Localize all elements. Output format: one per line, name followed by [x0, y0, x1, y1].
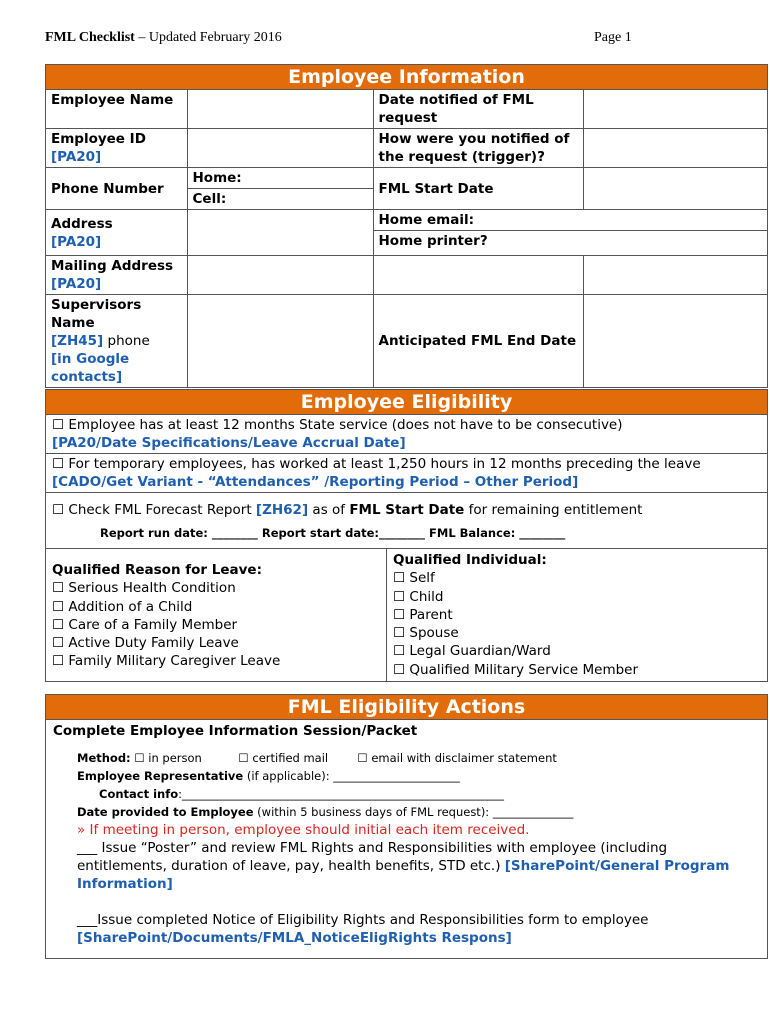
fml-eligibility-actions-section — [45, 694, 768, 959]
forecast-row — [46, 493, 767, 549]
date-notified-field[interactable] — [583, 90, 767, 129]
employee-information-heading: Employee Information — [46, 65, 767, 90]
mailing-address-text: Mailing Address — [51, 258, 174, 274]
mailing-blank-1 — [373, 256, 583, 295]
forecast-post: for remaining entitlement — [464, 502, 643, 518]
phone-number-label: Phone Number — [46, 168, 187, 210]
home-printer-field[interactable]: Home printer? — [374, 230, 768, 251]
individual-military[interactable]: ☐ Qualified Military Service Member — [393, 661, 639, 678]
updated-date: – Updated February 2016 — [134, 30, 282, 45]
reason-care-family[interactable]: ☐ Care of a Family Member — [52, 616, 238, 633]
employee-information-table — [46, 90, 767, 387]
forecast-mid: as of — [308, 502, 350, 518]
reason-active-duty[interactable]: ☐ Active Duty Family Leave — [52, 635, 239, 652]
supervisors-phone-text: phone — [103, 333, 150, 349]
reason-military-caregiver[interactable]: ☐ Family Military Caregiver Leave — [52, 653, 281, 670]
supervisors-code: [ZH45] — [51, 333, 104, 349]
report-line[interactable]: Report run date: ________ Report start date:________ FML Balance: ________ — [100, 526, 566, 540]
anticipated-end-label: Anticipated FML End Date — [373, 295, 583, 388]
supervisors-name-text: Supervisors Name — [51, 297, 142, 331]
temp-hours-path: [CADO/Get Variant - “Attendances” /Reporting Period – Other Period] — [52, 474, 579, 490]
temp-hours-row — [46, 454, 767, 493]
individual-self[interactable]: ☐ Self — [393, 570, 435, 587]
method-line — [77, 749, 760, 767]
forecast-start-date: FML Start Date — [349, 502, 465, 518]
state-service-checkbox[interactable]: ☐ Employee has at least 12 months State service (does not have to be consecutive) — [52, 417, 623, 433]
qualifications-row — [46, 549, 767, 681]
state-service-path: [PA20/Date Specifications/Leave Accrual Date] — [52, 435, 406, 451]
employee-name-label: Employee Name — [46, 90, 187, 129]
date-provided-field[interactable]: (within 5 business days of FML request): ______________ — [253, 805, 574, 819]
address-code: [PA20] — [51, 233, 102, 250]
contact-field[interactable]: :________________________________________________________ — [178, 787, 505, 801]
qualified-reason-column — [46, 549, 387, 681]
page-header-title — [45, 30, 282, 46]
qualified-individual-column — [387, 549, 767, 681]
phone-number-fields — [187, 168, 373, 210]
how-notified-label: How were you notified of the request (trigger)? — [373, 129, 583, 168]
mailing-address-label — [46, 256, 187, 295]
how-notified-field[interactable] — [583, 129, 767, 168]
employee-eligibility-section — [45, 389, 768, 682]
contact-line — [77, 785, 760, 803]
reason-serious-health[interactable]: ☐ Serious Health Condition — [52, 580, 236, 597]
state-service-row — [46, 415, 767, 454]
date-notified-label: Date notified of FML request — [373, 90, 583, 129]
forecast-code: [ZH62] — [255, 502, 309, 518]
address-label — [46, 210, 187, 256]
employee-id-code: [PA20] — [51, 149, 102, 165]
qualified-individual-title: Qualified Individual: — [393, 552, 547, 568]
poster-link[interactable]: [SharePoint/General Program Information] — [77, 858, 730, 892]
address-field[interactable] — [187, 210, 373, 256]
employee-information-section — [45, 64, 768, 388]
reason-addition-child[interactable]: ☐ Addition of a Child — [52, 598, 193, 615]
employee-name-field[interactable] — [187, 90, 373, 129]
actions-details — [53, 749, 760, 947]
cell-phone-field[interactable]: Cell: — [188, 188, 373, 209]
mailing-address-code: [PA20] — [51, 276, 102, 292]
date-provided-label: Date provided to Employee — [77, 805, 254, 819]
qualified-reason-title: Qualified Reason for Leave: — [52, 562, 262, 578]
mailing-blank-2 — [583, 256, 767, 295]
employee-id-field[interactable] — [187, 129, 373, 168]
home-email-field[interactable]: Home email: — [378, 212, 474, 228]
forecast-checkbox[interactable] — [52, 501, 761, 519]
individual-guardian[interactable]: ☐ Legal Guardian/Ward — [393, 643, 551, 660]
anticipated-end-field[interactable] — [583, 295, 767, 388]
fml-start-date-field[interactable] — [583, 168, 767, 210]
contact-label: Contact info — [99, 787, 179, 801]
google-contacts-code: [in Google contacts] — [51, 351, 130, 385]
mailing-address-field[interactable] — [187, 256, 373, 295]
representative-label: Employee Representative — [77, 769, 244, 783]
actions-body — [46, 720, 767, 947]
employee-eligibility-heading: Employee Eligibility — [46, 390, 767, 415]
individual-child[interactable]: ☐ Child — [393, 588, 444, 605]
representative-line — [77, 767, 760, 785]
employee-id-label — [46, 129, 187, 168]
poster-item — [77, 839, 760, 893]
session-title: Complete Employee Information Session/Packet — [53, 723, 418, 739]
address-text: Address — [51, 215, 113, 232]
supervisors-name-label — [46, 295, 187, 388]
fml-eligibility-actions-heading: FML Eligibility Actions — [46, 695, 767, 720]
method-options[interactable]: ☐ in person ☐ certified mail ☐ email with disclaimer statement — [130, 751, 557, 765]
notice-link[interactable]: [SharePoint/Documents/FMLA_NoticeEligRights Respons] — [77, 930, 512, 946]
individual-spouse[interactable]: ☐ Spouse — [393, 625, 459, 642]
home-phone-field[interactable]: Home: — [192, 170, 242, 186]
home-contact-cells — [373, 210, 767, 256]
fml-start-date-label: FML Start Date — [373, 168, 583, 210]
forecast-text: ☐ Check FML Forecast Report — [52, 502, 256, 518]
checklist-title: FML Checklist — [45, 30, 135, 45]
method-label: Method: — [77, 751, 131, 765]
employee-id-text: Employee ID — [51, 131, 146, 147]
supervisors-name-field[interactable] — [187, 295, 373, 388]
representative-field[interactable]: (if applicable): ______________________ — [243, 769, 460, 783]
individual-parent[interactable]: ☐ Parent — [393, 606, 453, 623]
notice-item: ___Issue completed Notice of Eligibility Rights and Responsibilities form to employee — [77, 912, 649, 928]
in-person-note: » If meeting in person, employee should initial each item received. — [77, 822, 530, 838]
temp-hours-checkbox[interactable]: ☐ For temporary employees, has worked at least 1,250 hours in 12 months preceding the leave — [52, 456, 701, 472]
date-provided-line — [77, 803, 760, 821]
poster-text: ___ Issue “Poster” and review FML Rights and Responsibilities with employee (including entitlements, duration of leave, pay, health benefits, STD etc.) — [77, 840, 668, 874]
page-number: Page 1 — [594, 30, 632, 45]
